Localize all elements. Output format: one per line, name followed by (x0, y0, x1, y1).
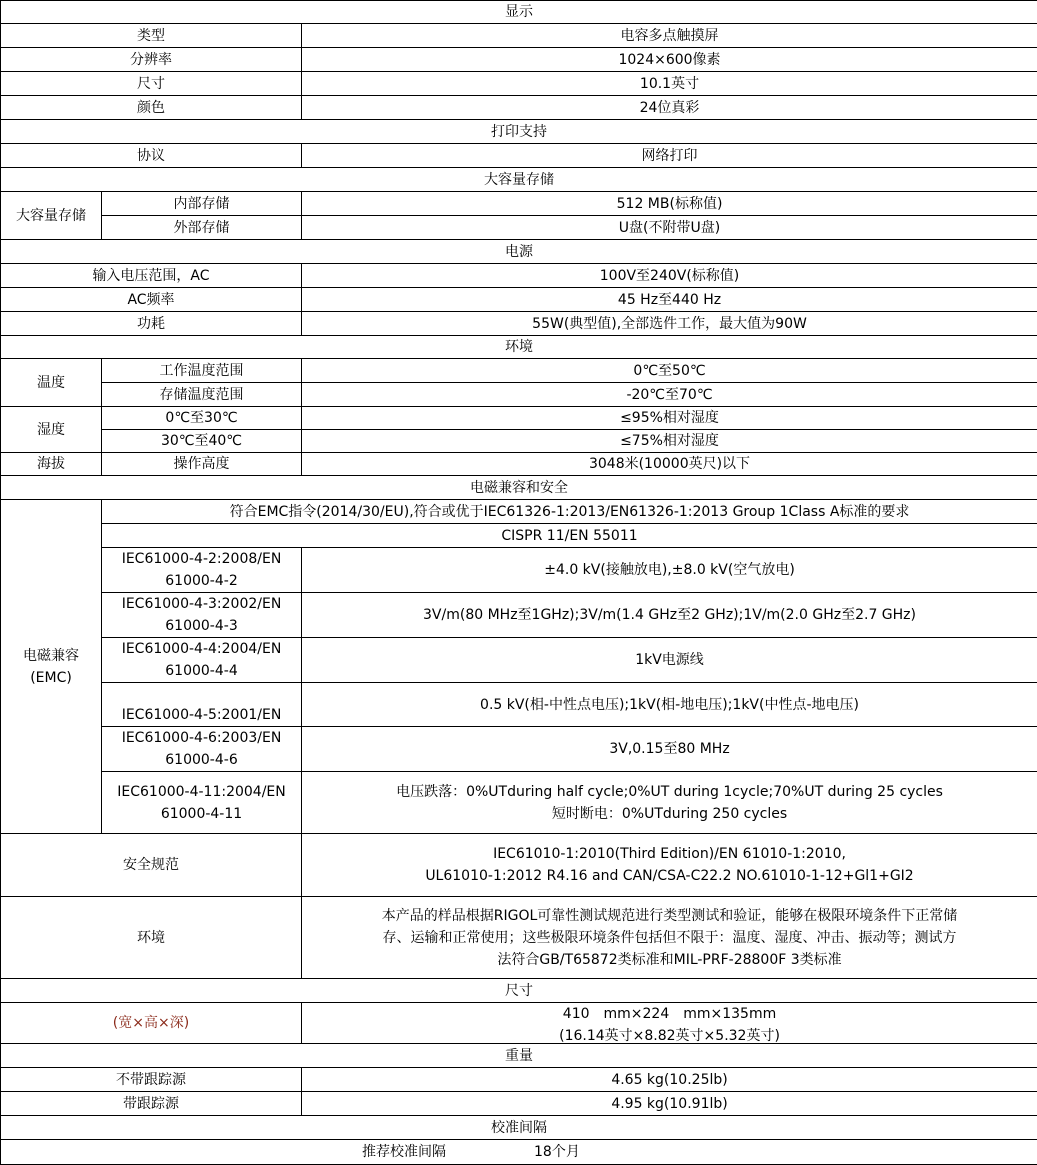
emc-standard-line2: 61000-4-11 (108, 803, 295, 825)
spec-row (1, 312, 1037, 336)
spec-value: 符合EMC指令(2014/30/EU),符合或优于IEC61326-1:2013/EN61326-1:2013 Group 1Class A标准的要求 (102, 500, 1037, 524)
dimensions-line1: 410 mm×224 mm×135mm (308, 1003, 1031, 1025)
spec-value: 4.65 kg(10.25lb) (302, 1068, 1037, 1092)
env-line3: 法符合GB/T65872类标准和MIL-PRF-28800F 3类标准 (308, 949, 1031, 971)
env-line1: 本产品的样品根据RIGOL可靠性测试规范进行类型测试和验证，能够在极限环境条件下正常储 (308, 905, 1031, 927)
spec-label: (宽×高×深) (1, 1003, 302, 1044)
spec-row (1, 407, 1037, 430)
emc-standard (102, 638, 302, 683)
section-storage (1, 168, 1037, 192)
emc-value (302, 772, 1037, 834)
section-display (1, 1, 1037, 24)
emc-standard-line1: IEC61000-4-3:2002/EN (108, 593, 295, 615)
emc-value: ±4.0 kV(接触放电),±8.0 kV(空气放电) (302, 548, 1037, 593)
spec-value: 4.95 kg(10.91lb) (302, 1092, 1037, 1116)
emc-standard (102, 772, 302, 834)
section-title: 电磁兼容和安全 (1, 476, 1037, 500)
spec-value: 3048米(10000英尺)以下 (302, 453, 1037, 476)
spec-row (1, 1092, 1037, 1116)
section-emc-safety (1, 476, 1037, 500)
emc-value: 3V/m(80 MHz至1GHz);3V/m(1.4 GHz至2 GHz);1V/m(2.0 GHz至2.7 GHz) (302, 593, 1037, 638)
spec-row (1, 264, 1037, 288)
emc-standard-line1: IEC61000-4-11:2004/EN (108, 781, 295, 803)
spec-value: CISPR 11/EN 55011 (102, 524, 1037, 548)
spec-value: 1024×600像素 (302, 48, 1037, 72)
dimensions-line2: (16.14英寸×8.82英寸×5.32英寸) (308, 1025, 1031, 1043)
spec-value: 24位真彩 (302, 96, 1037, 120)
spec-label: 存储温度范围 (102, 383, 302, 407)
spec-label: 内部存储 (102, 192, 302, 216)
emc-row (1, 593, 1037, 638)
spec-value (302, 897, 1037, 979)
spec-value (302, 834, 1037, 897)
spec-value: 55W(典型值),全部选件工作，最大值为90W (302, 312, 1037, 336)
group-label: 湿度 (1, 407, 102, 453)
spec-label: 类型 (1, 24, 302, 48)
section-title: 重量 (1, 1044, 1037, 1068)
spec-value: -20℃至70℃ (302, 383, 1037, 407)
emc-value: 3V,0.15至80 MHz (302, 727, 1037, 772)
section-title: 显示 (1, 1, 1037, 24)
emc-row (1, 548, 1037, 593)
spec-row (1, 1140, 1037, 1165)
emc-label-line2: (EMC) (7, 667, 95, 689)
spec-value: 电容多点触摸屏 (302, 24, 1037, 48)
spec-row (1, 96, 1037, 120)
spec-row (1, 216, 1037, 240)
emc-standard-line1: IEC61000-4-5:2001/EN (108, 704, 295, 726)
emc-standard-line2: 61000-4-4 (108, 660, 295, 682)
spec-label: 30℃至40℃ (102, 430, 302, 453)
spec-row (1, 1003, 1037, 1044)
section-title: 环境 (1, 336, 1037, 359)
section-title: 校准间隔 (1, 1116, 1037, 1140)
section-power (1, 240, 1037, 264)
spec-value: ≤75%相对湿度 (302, 430, 1037, 453)
spec-row (1, 897, 1037, 979)
spec-label: 不带跟踪源 (1, 1068, 302, 1092)
spec-label: AC频率 (1, 288, 302, 312)
spec-row (1, 24, 1037, 48)
spec-row (1, 1068, 1037, 1092)
section-print (1, 120, 1037, 144)
emc-standard-line1: IEC61000-4-6:2003/EN (108, 727, 295, 749)
section-weight (1, 1044, 1037, 1068)
emc-row (1, 772, 1037, 834)
calibration-cell (1, 1140, 1037, 1165)
env-line2: 存、运输和正常使用；这些极限环境条件包括但不限于：温度、湿度、冲击、振动等；测试方 (308, 927, 1031, 949)
spec-value: 0℃至50℃ (302, 359, 1037, 383)
spec-label: 输入电压范围，AC (1, 264, 302, 288)
spec-value: 10.1英寸 (302, 72, 1037, 96)
spec-label: 操作高度 (102, 453, 302, 476)
emc-standard-line2: 61000-4-3 (108, 615, 295, 637)
spec-row (1, 524, 1037, 548)
emc-row (1, 727, 1037, 772)
emc-standard (102, 683, 302, 727)
spec-row (1, 430, 1037, 453)
section-environment (1, 336, 1037, 359)
spec-label: 功耗 (1, 312, 302, 336)
spec-label: 安全规范 (1, 834, 302, 897)
spec-label: 外部存储 (102, 216, 302, 240)
emc-standard-line2: 61000-4-6 (108, 749, 295, 771)
safety-line2: UL61010-1:2012 R4.16 and CAN/CSA-C22.2 NO.61010-1-12+Gl1+GI2 (308, 865, 1031, 887)
spec-row (1, 453, 1037, 476)
emc-row (1, 638, 1037, 683)
spec-value: 45 Hz至440 Hz (302, 288, 1037, 312)
spec-label: 尺寸 (1, 72, 302, 96)
emc-value-line2: 短时断电：0%UTduring 250 cycles (308, 803, 1031, 825)
safety-line1: IEC61010-1:2010(Third Edition)/EN 61010-1:2010, (308, 843, 1031, 865)
section-title: 电源 (1, 240, 1037, 264)
section-calibration (1, 1116, 1037, 1140)
spec-value: 网络打印 (302, 144, 1037, 168)
calibration-value: 18个月 (534, 1141, 654, 1163)
emc-standard (102, 548, 302, 593)
calibration-label: 推荐校准间隔 (324, 1141, 484, 1163)
emc-value: 0.5 kV(相-中性点电压);1kV(相-地电压);1kV(中性点-地电压) (302, 683, 1037, 727)
group-label: 大容量存储 (1, 192, 102, 240)
section-dimensions (1, 979, 1037, 1003)
section-title: 大容量存储 (1, 168, 1037, 192)
spec-row (1, 72, 1037, 96)
emc-value-line1: 电压跌落：0%UTduring half cycle;0%UT during 1cycle;70%UT during 25 cycles (308, 781, 1031, 803)
spec-value: 512 MB(标称值) (302, 192, 1037, 216)
emc-standard (102, 593, 302, 638)
spec-row (1, 48, 1037, 72)
emc-standard (102, 727, 302, 772)
emc-value: 1kV电源线 (302, 638, 1037, 683)
group-label: 海拔 (1, 453, 102, 476)
group-label: 温度 (1, 359, 102, 407)
spec-label: 带跟踪源 (1, 1092, 302, 1116)
section-title: 打印支持 (1, 120, 1037, 144)
spec-label: 0℃至30℃ (102, 407, 302, 430)
emc-standard-line1: IEC61000-4-2:2008/EN (108, 548, 295, 570)
spec-label: 工作温度范围 (102, 359, 302, 383)
emc-label-line1: 电磁兼容 (7, 645, 95, 667)
spec-row (1, 383, 1037, 407)
emc-standard-line1: IEC61000-4-4:2004/EN (108, 638, 295, 660)
group-label (1, 500, 102, 834)
spec-row (1, 834, 1037, 897)
spec-label: 分辨率 (1, 48, 302, 72)
spec-value: 100V至240V(标称值) (302, 264, 1037, 288)
spec-row (1, 288, 1037, 312)
emc-row (1, 683, 1037, 727)
spec-row (1, 144, 1037, 168)
emc-standard-line2: 61000-4-2 (108, 570, 295, 592)
spec-label: 环境 (1, 897, 302, 979)
spec-row (1, 192, 1037, 216)
spec-value (302, 1003, 1037, 1044)
spec-value: ≤95%相对湿度 (302, 407, 1037, 430)
spec-row (1, 500, 1037, 524)
spec-row (1, 359, 1037, 383)
section-title: 尺寸 (1, 979, 1037, 1003)
spec-value: U盘(不附带U盘) (302, 216, 1037, 240)
spec-label: 颜色 (1, 96, 302, 120)
spec-label: 协议 (1, 144, 302, 168)
